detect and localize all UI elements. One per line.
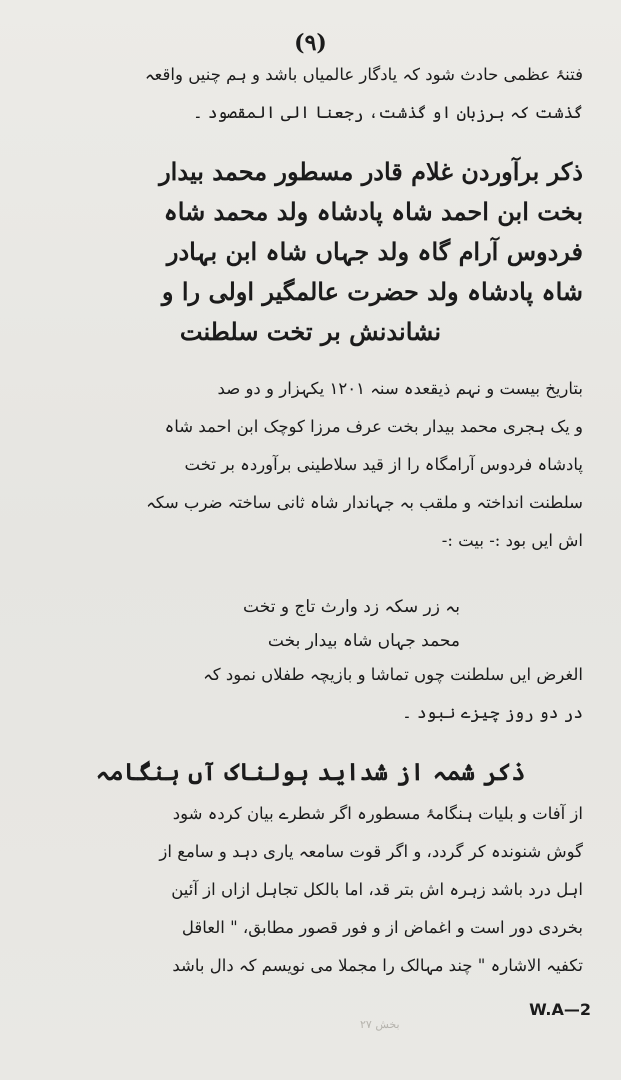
heading-line: فردوس آرام گاہ ولد جہاں شاہ ابن بہادر [166,237,583,266]
heading-line: نشاندنش بر تخت سلطنت [179,317,442,346]
verse-line: محمد جہاں شاہ بیدار بخت [267,631,460,651]
section-heading-2 [38,752,583,792]
text-line: فتنۂ عظمی حادث شود کہ یادگار عالمیاں باشد و ہم چنیں واقعہ [144,65,583,84]
heading-line: ذکر برآوردن غلام قادر مسطور محمد بیدار [159,157,583,186]
text-line: اہل درد باشد زہرہ اش بتر قد، اما بالکل تجاہل ازاں از آئین [171,880,583,899]
text-line: گوش شنوندہ کر گردد، و اگر قوت سامعہ یاری دہد و سامع از [159,842,583,861]
verse-couplet [120,590,460,658]
heading-line: ذکر شمہ از شداید ہولناک آں ہنگامہ [95,757,526,786]
text-line: بتاریخ بیست و نہم ذیقعدہ سنہ ۱۲۰۱ یکہزار و دو صد [217,379,583,398]
text-line: از آفات و بلیات ہنگامۂ مسطورہ اگر شطرے بیان کردہ شود [172,804,583,823]
text-line: تکفیہ الاشارہ " چند مہالک را مجملا می نویسم کہ دال باشد [172,956,583,975]
text-line: گذشت کہ برزبان او گذشت، رجعنا الی المقصود ۔ [192,103,583,122]
text-line: بخردی دور است و اغماض از و فور قصور مطابق، " العاقل [181,918,583,937]
section-heading-1 [38,152,583,352]
text-line: پادشاہ فردوس آرامگاہ را از قید سلاطینی برآوردہ بر تخت [184,455,583,474]
faint-bleed-text: بخش ۲۷ [360,1018,400,1031]
text-line: سلطنت انداختہ و ملقب بہ جہاندار شاہ ثانی ساختہ ضرب سکہ [146,493,583,512]
text-line: و یک ہجری محمد بیدار بخت عرف مرزا کوچک ابن احمد شاہ [164,417,583,436]
text-line: اش ایں بود :- بیت :- [441,531,583,550]
page-number: (۹) [294,30,327,56]
paragraph-2 [38,656,583,732]
verse-line: بہ زر سکہ زد وارث تاج و تخت [243,597,460,617]
paragraph-1 [38,370,583,560]
text-line: الغرض ایں سلطنت چوں تماشا و بازیچہ طفلاں نمود کہ [203,665,583,684]
heading-line: شاہ پادشاہ ولد حضرت عالمگیر اولی را و [161,277,583,306]
signature-mark: W.A—2 [529,1000,591,1019]
heading-line: بخت ابن احمد شاہ پادشاہ ولد محمد شاہ [163,197,583,226]
intro-paragraph [38,56,583,132]
paragraph-3 [38,795,583,985]
text-line: در دو روز چیزے نبود ۔ [402,703,583,722]
